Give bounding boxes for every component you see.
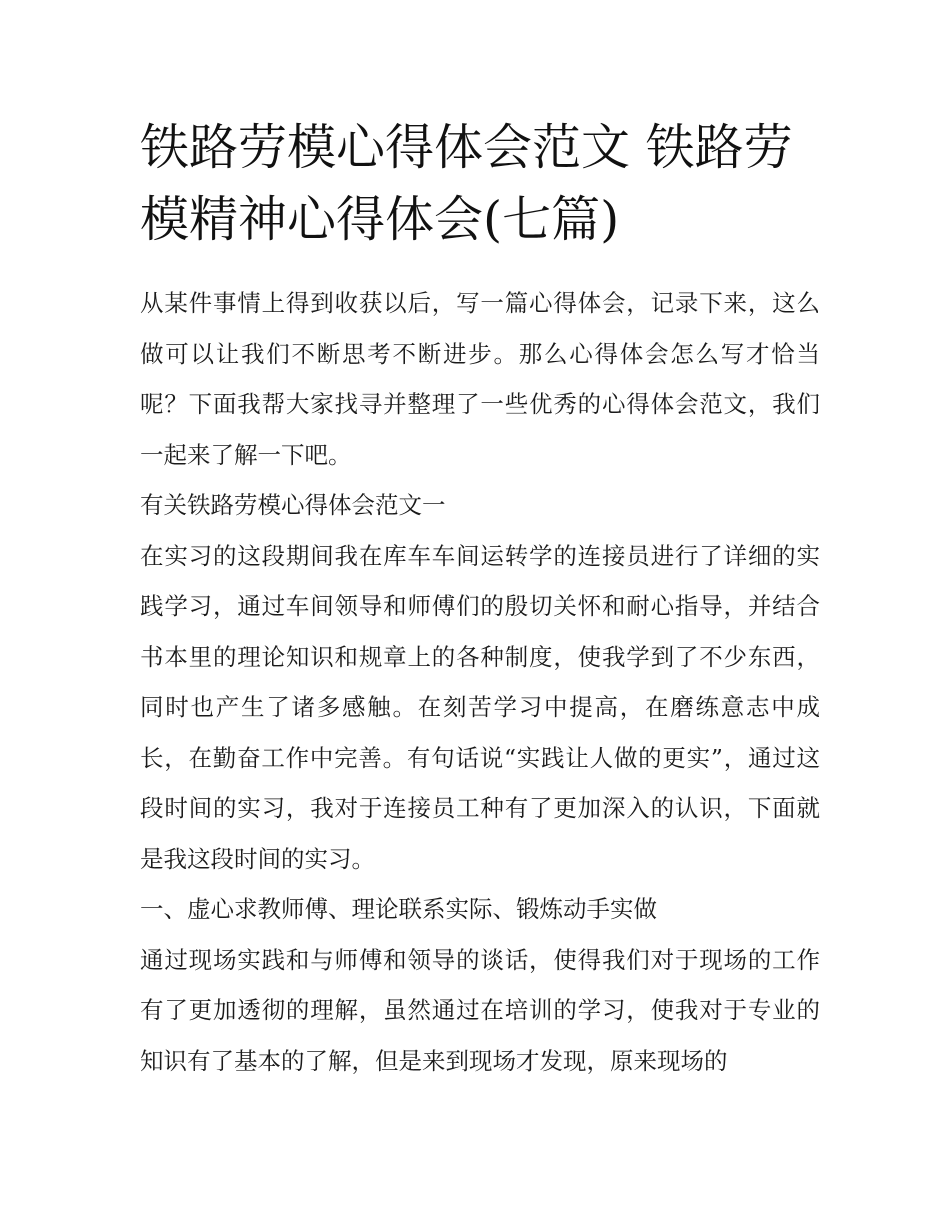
document-body	[140, 278, 820, 1086]
subsection-heading: 一、虚心求教师傅、理论联系实际、锻炼动手实做	[140, 895, 657, 923]
document-title: 铁路劳模心得体会范文 铁路劳模精神心得体会(七篇)	[140, 119, 793, 248]
section-heading: 有关铁路劳模心得体会范文一	[140, 491, 446, 519]
intro-paragraph: 从某件事情上得到收获以后，写一篇心得体会，记录下来，这么做可以让我们不断思考不断进步。那么心得体会怎么写才恰当呢？下面我帮大家找寻并整理了一些优秀的心得体会范文，我们一起来了解一下吧。	[140, 289, 820, 469]
body-paragraph: 在实习的这段期间我在库车车间运转学的连接员进行了详细的实践学习，通过车间领导和师傅们的殷切关怀和耐心指导，并结合书本里的理论知识和规章上的各种制度，使我学到了不少东西，同时也产生了诸多感触。在刻苦学习中提高，在磨练意志中成长，在勤奋工作中完善。有句话说“实践让人做的更实”，通过这段时间的实习，我对于连接员工种有了更加深入的认识，下面就是我这段时间的实习。	[140, 541, 820, 873]
body-paragraph: 通过现场实践和与师傅和领导的谈话，使得我们对于现场的工作有了更加透彻的理解，虽然通过在培训的学习，使我对于专业的知识有了基本的了解，但是来到现场才发现，原来现场的	[140, 945, 820, 1075]
